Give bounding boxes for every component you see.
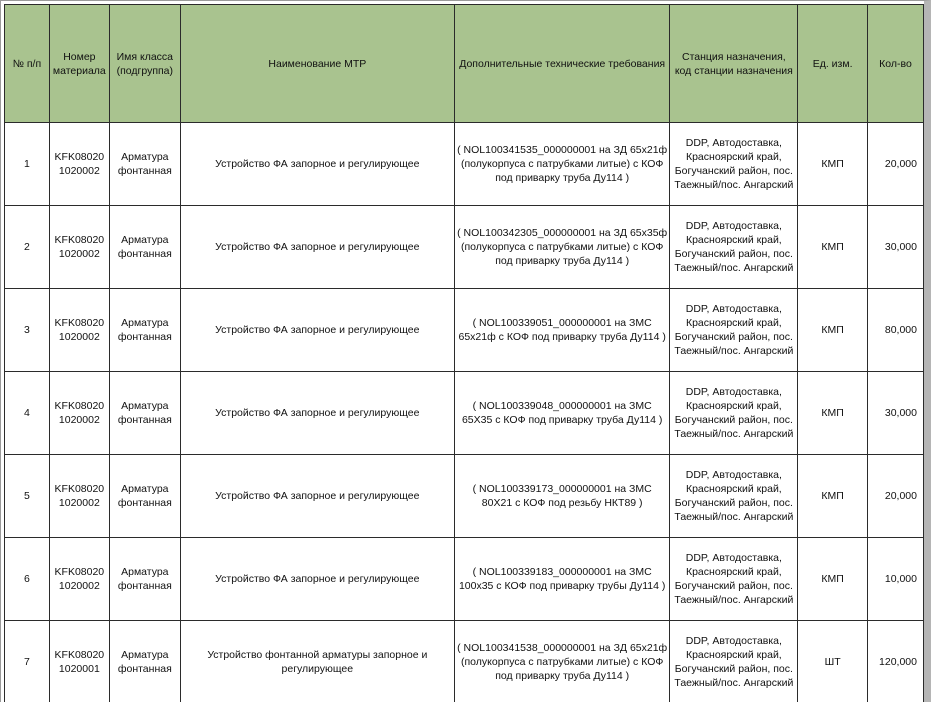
header-unit: Ед. изм. <box>798 5 868 123</box>
cell-quantity: 20,000 <box>868 455 924 538</box>
cell-station: DDP, Автодоставка, Красноярский край, Богучанский район, пос. Таежный/пос. Ангарский <box>670 289 798 372</box>
cell-unit: КМП <box>798 123 868 206</box>
cell-quantity: 20,000 <box>868 123 924 206</box>
table-row <box>5 455 924 538</box>
cell-unit: КМП <box>798 538 868 621</box>
cell-quantity: 30,000 <box>868 206 924 289</box>
cell-unit: КМП <box>798 206 868 289</box>
header-mtr-name: Наименование МТР <box>180 5 454 123</box>
cell-station: DDP, Автодоставка, Красноярский край, Богучанский район, пос. Таежный/пос. Ангарский <box>670 372 798 455</box>
cell-material-number: KFK08020 1020001 <box>49 621 109 702</box>
cell-tech-requirements: ( NOL100341535_000000001 на ЗД 65x21ф (полукорпуса с патрубками литые) с КОФ под приварку труба Ду114 ) <box>454 123 670 206</box>
cell-class-name: Арматура фонтанная <box>109 538 180 621</box>
cell-unit: КМП <box>798 372 868 455</box>
cell-station: DDP, Автодоставка, Красноярский край, Богучанский район, пос. Таежный/пос. Ангарский <box>670 538 798 621</box>
table-row <box>5 621 924 702</box>
cell-mtr-name: Устройство ФА запорное и регулирующее <box>180 538 454 621</box>
cell-mtr-name: Устройство ФА запорное и регулирующее <box>180 455 454 538</box>
cell-tech-requirements: ( NOL100339048_000000001 на ЗМС 65X35 с КОФ под приварку труба Ду114 ) <box>454 372 670 455</box>
cell-class-name: Арматура фонтанная <box>109 455 180 538</box>
cell-class-name: Арматура фонтанная <box>109 289 180 372</box>
cell-tech-requirements: ( NOL100341538_000000001 на ЗД 65x21ф (полукорпуса с патрубками литые) с КОФ под приварку труба Ду114 ) <box>454 621 670 702</box>
cell-quantity: 30,000 <box>868 372 924 455</box>
cell-tech-requirements: ( NOL100339183_000000001 на ЗМС 100x35 с КОФ под приварку трубы Ду114 ) <box>454 538 670 621</box>
cell-class-name: Арматура фонтанная <box>109 206 180 289</box>
cell-station: DDP, Автодоставка, Красноярский край, Богучанский район, пос. Таежный/пос. Ангарский <box>670 455 798 538</box>
cell-mtr-name: Устройство ФА запорное и регулирующее <box>180 123 454 206</box>
header-material-number: Номер материала <box>49 5 109 123</box>
table-row <box>5 206 924 289</box>
cell-mtr-name: Устройство ФА запорное и регулирующее <box>180 289 454 372</box>
cell-mtr-name: Устройство ФА запорное и регулирующее <box>180 206 454 289</box>
cell-tech-requirements: ( NOL100339173_000000001 на ЗМС 80X21 с КОФ под резьбу НКТ89 ) <box>454 455 670 538</box>
mtr-table <box>4 4 924 702</box>
cell-unit: ШТ <box>798 621 868 702</box>
header-tech-requirements: Дополнительные технические требования <box>454 5 670 123</box>
cell-tech-requirements: ( NOL100342305_000000001 на ЗД 65x35ф (полукорпуса с патрубками литые) с КОФ под приварку труба Ду114 ) <box>454 206 670 289</box>
cell-mtr-name: Устройство ФА запорное и регулирующее <box>180 372 454 455</box>
cell-mtr-name: Устройство фонтанной арматуры запорное и регулирующее <box>180 621 454 702</box>
cell-quantity: 80,000 <box>868 289 924 372</box>
cell-station: DDP, Автодоставка, Красноярский край, Богучанский район, пос. Таежный/пос. Ангарский <box>670 621 798 702</box>
cell-material-number: KFK08020 1020002 <box>49 289 109 372</box>
cell-class-name: Арматура фонтанная <box>109 372 180 455</box>
cell-tech-requirements: ( NOL100339051_000000001 на ЗМС 65x21ф с КОФ под приварку труба Ду114 ) <box>454 289 670 372</box>
header-class-name: Имя класса (подгруппа) <box>109 5 180 123</box>
header-num: № п/п <box>5 5 50 123</box>
cell-num: 5 <box>5 455 50 538</box>
cell-num: 1 <box>5 123 50 206</box>
header-quantity: Кол-во <box>868 5 924 123</box>
cell-station: DDP, Автодоставка, Красноярский край, Богучанский район, пос. Таежный/пос. Ангарский <box>670 206 798 289</box>
cell-class-name: Арматура фонтанная <box>109 621 180 702</box>
cell-unit: КМП <box>798 289 868 372</box>
cell-num: 3 <box>5 289 50 372</box>
table-row <box>5 372 924 455</box>
cell-num: 2 <box>5 206 50 289</box>
cell-num: 7 <box>5 621 50 702</box>
table-row <box>5 538 924 621</box>
table-row <box>5 289 924 372</box>
cell-material-number: KFK08020 1020002 <box>49 538 109 621</box>
table-row <box>5 123 924 206</box>
cell-station: DDP, Автодоставка, Красноярский край, Богучанский район, пос. Таежный/пос. Ангарский <box>670 123 798 206</box>
cell-unit: КМП <box>798 455 868 538</box>
table-header-row <box>5 5 924 123</box>
cell-material-number: KFK08020 1020002 <box>49 206 109 289</box>
cell-class-name: Арматура фонтанная <box>109 123 180 206</box>
cell-material-number: KFK08020 1020002 <box>49 455 109 538</box>
cell-material-number: KFK08020 1020002 <box>49 123 109 206</box>
cell-material-number: KFK08020 1020002 <box>49 372 109 455</box>
header-station: Станция назначения, код станции назначения <box>670 5 798 123</box>
cell-quantity: 120,000 <box>868 621 924 702</box>
cell-quantity: 10,000 <box>868 538 924 621</box>
cell-num: 4 <box>5 372 50 455</box>
cell-num: 6 <box>5 538 50 621</box>
